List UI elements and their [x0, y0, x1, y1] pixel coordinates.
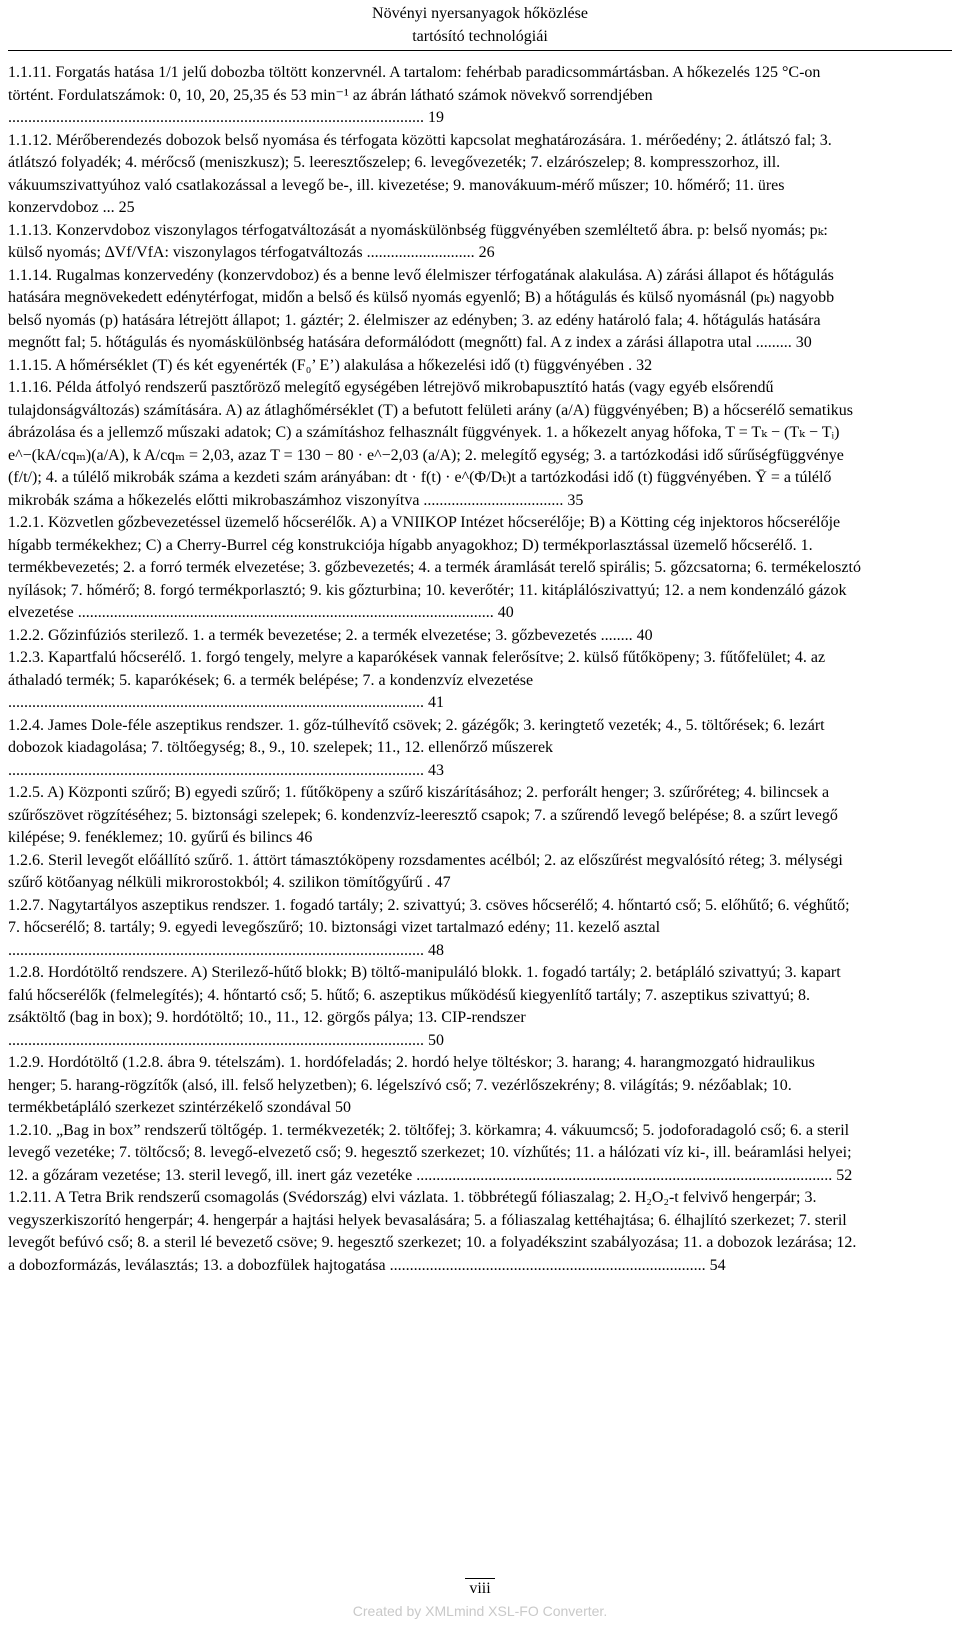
figure-entry[interactable]	[8, 647, 862, 715]
figure-caption: 1.2.2. Gőzinfúziós sterilező. 1. a termék bevezetése; 2. a termék elvezetése; 3. gőzbevezetés ........	[8, 626, 633, 644]
figure-page-number: 35	[563, 491, 584, 509]
figure-entry[interactable]	[8, 1120, 862, 1188]
figure-caption: 1.1.16. Példa átfolyó rendszerű pasztőröző melegítő egységében létrejövő mikrobapusztító hatás (vagy egyéb elsőrendű tulajdonságváltozás) számítására. A) az átlaghőmérséklet (T) a befutott felületi arány (a/A) függvényében; B) a hőcserélő sematikus ábrázolása és a jellemző műszaki adatok; C) a számításhoz felhasznált függvények. 1. a hőkezelt anyag hőfoka, T = Tₖ − (Tₖ − Tᵢ) e^−(kA/cqₘ)(a/A), k A/cqₘ = 2,03, azaz T = 130 − 80 · e^−2,03 (a/A); 2. melegítő egység; 3. a tartózkodási idő sűrűségfüggvénye (f/t/); 4. a túlélő mikrobák száma a kezdeti szám arányában: dt · f(t) · e^(Φ/Dₜ)t a tartózkodási idő (t) függvényében. Ȳ = a túlélő mikrobák száma a hőkezelés előtti mikrobaszámhoz viszonyítva ...................................	[8, 379, 854, 509]
figure-caption: 1.2.7. Nagytartályos aszeptikus rendszer. 1. fogadó tartály; 2. szivattyú; 3. csöves hőcserélő; 4. hőntartó cső; 5. előhűtő; 6. véghűtő; 7. hőcserélő; 8. tartály; 9. egyedi levegőszűrő; 10. biztonsági vizet tartalmazó edény; 11. kezelő asztal ........................................................................................................	[8, 896, 850, 959]
figure-entry[interactable]	[8, 355, 862, 378]
figure-entry[interactable]	[8, 850, 862, 895]
figure-caption: 1.2.1. Közvetlen gőzbevezetéssel üzemelő hőcserélők. A) a VNIIKOP Intézet hőcserélője; B) a Kötting cég injektoros hőcserélője hígabb termékekhez; C) a Cherry-Burrel cég konstrukciója hígabb anyagokhoz; D) termékporlasztással üzemelő hőcserélő. 1. termékbevezetés; 2. a forró termék elvezetése; 3. gőzbevezetés; 4. a termék áramlását terelő spirális; 5. gőzcsatorna; 6. termékelosztó nyílások; 7. hőmérő; 8. forgó termékporlasztó; 9. kis gőzturbina; 10. keverőtér; 11. kitáplálószivattyú; 12. a nem kondenzáló gázok elvezetése ........................................................................................................	[8, 514, 861, 621]
figure-caption: 1.2.5. A) Központi szűrő; B) egyedi szűrő; 1. fűtőköpeny a szűrő kiszárításához; 2. perforált henger; 3. szűrőréteg; 4. bilincsek a szűrőszövet rögzítéséhez; 5. biztonsági szelepek; 6. kondenzvíz-leeresztő csapok; 7. a szűrendő levegő belépése; 8. a szűrt levegő kilépése; 9. fenéklemez; 10. gyűrű és bilincs	[8, 784, 838, 846]
figure-caption: 1.2.6. Steril levegőt előállító szűrő. 1. áttört támasztóköpeny rozsdamentes acélból; 2. az előszűrést megvalósító réteg; 3. mélységi szűrő kötőanyag nélküli mikrorostokból; 4. szilikon tömítőgyűrű .	[8, 851, 843, 891]
figure-entry[interactable]	[8, 62, 862, 130]
figure-page-number: 32	[632, 356, 653, 374]
header-title-line-1: Növényi nyersanyagok hőközlése	[372, 5, 588, 22]
figure-page-number: 40	[632, 626, 653, 644]
figure-page-number: 48	[424, 941, 444, 959]
figure-page-number: 40	[493, 604, 514, 621]
figure-entry[interactable]	[8, 715, 862, 783]
figure-entry[interactable]	[8, 782, 862, 850]
running-header	[0, 2, 960, 48]
figure-caption: 1.2.4. James Dole-féle aszeptikus rendszer. 1. gőz-túlhevítő csövek; 2. gázégők; 3. keringtető vezeték; 4., 5. töltőrések; 6. lezárt dobozok kiadagolása; 7. töltőegység; 8., 9., 10. szelepek; 11., 12. ellenőrző műszerek ........................................................................................................	[8, 716, 825, 779]
figure-page-number: 46	[292, 829, 313, 846]
figure-page-number: 19	[424, 109, 444, 126]
figure-entry[interactable]	[8, 625, 862, 648]
figure-entry[interactable]	[8, 1187, 862, 1277]
header-rule	[8, 50, 952, 51]
list-of-figures	[8, 62, 862, 1277]
figure-caption: 1.1.12. Mérőberendezés dobozok belső nyomása és térfogata közötti kapcsolat meghatározására. 1. mérőedény; 2. átlátszó fal; 3. átlátszó folyadék; 4. mérőcső (meniszkusz); 5. leeresztőszelep; 6. levegővezeték; 7. elzárószelep; 8. kompresszorhoz, ill. vákuumszivattyúhoz való csatlakozással a levegő be-, ill. kivezetése; 9. manovákuum-mérő műszer; 10. hőmérő; 11. üres konzervdoboz ...	[8, 131, 832, 216]
figure-page-number: 54	[705, 1256, 726, 1274]
figure-page-number: 25	[114, 199, 135, 216]
figure-page-number: 52	[832, 1166, 853, 1184]
page-number: viii	[469, 1580, 491, 1597]
footer-rule	[465, 1578, 495, 1579]
figure-entry[interactable]	[8, 220, 862, 265]
figure-entry[interactable]	[8, 265, 862, 355]
figure-caption: 1.1.13. Konzervdoboz viszonylagos térfogatváltozását a nyomáskülönbség függvényében szemléltető ábra. p: belső nyomás; pₖ: külső nyomás; ∆Vf/VfA: viszonylagos térfogatváltozás ...........................	[8, 221, 828, 261]
figure-entry[interactable]	[8, 512, 862, 625]
figure-caption: 1.2.10. „Bag in box” rendszerű töltőgép. 1. termékvezeték; 2. töltőfej; 3. körkamra; 4. vákuumcső; 5. jodoforadagoló cső; 6. a steril levegő vezetéke; 7. töltőcső; 8. levegő-elvezető cső; 9. hegesztő szerkezet; 10. vízhűtés; 11. a hálózati víz ki-, ill. beáramlási helyei; 12. a gőzáram vezetése; 13. steril levegő, ill. inert gáz vezetéke ........................................................................................................	[8, 1121, 852, 1184]
figure-caption: 1.2.9. Hordótöltő (1.2.8. ábra 9. tételszám). 1. hordófeladás; 2. hordó helye töltéskor; 3. harang; 4. harangmozgató hidraulikus henger; 5. harang-rögzítők (alsó, ill. felső helyzetben); 6. légelszívó cső; 7. vezérlőszekrény; 8. világítás; 9. nézőablak; 10. termékbetápláló szerkezet szintérzékelő szondával	[8, 1054, 815, 1116]
figure-page-number: 50	[424, 1031, 444, 1049]
figure-caption: 1.2.11. A Tetra Brik rendszerű csomagolás (Svédország) elvi vázlata. 1. többrétegű fóliaszalag; 2. H₂O₂-t felvivő hengerpár; 3. vegyszerkiszorító hengerpár; 4. hengerpár a hajtási helyek bevasalására; 5. a fóliaszalag kettéhajtása; 6. élhajlító szerkezet; 7. steril levegőt befúvó cső; 8. a steril lé bevezető csöve; 9. hegesztő szerkezet; 10. a folyadékszint szabályozása; 11. a dobozok lezárása; 12. a dobozformázás, leválasztás; 13. a dobozfülek hajtogatása ...............................................................................	[8, 1189, 857, 1274]
figure-page-number: 43	[424, 761, 444, 779]
figure-caption: 1.1.11. Forgatás hatása 1/1 jelű dobozba töltött konzervnél. A tartalom: fehérbab paradicsommártásban. A hőkezelés 125 °C-on történt. Fordulatszámok: 0, 10, 20, 25,35 és 53 min⁻¹ az ábrán látható számok növekvő sorrendjében ........................................................................................................	[8, 64, 821, 126]
figure-page-number: 26	[474, 244, 495, 261]
figure-caption: 1.1.14. Rugalmas konzervedény (konzervdoboz) és a benne levő élelmiszer térfogatának alakulása. A) zárási állapot és hőtágulás hatására megnövekedett edénytérfogat, midőn a belső és külső nyomás egyenlő; B) a hőtágulás és külső nyomásnál (pₖ) nagyobb belső nyomás (p) hatására létrejött állapot; 1. gáztér; 2. élelmiszer az edényben; 3. az edény határoló fala; 4. hőtágulás hatására megnőtt fal; 5. hőtágulás és nyomáskülönbség hatására deformálódott (megnőtt) fal. A z index a zárási állapotra utal .........	[8, 266, 835, 351]
figure-page-number: 50	[330, 1099, 351, 1116]
converter-credit: Created by XMLmind XSL-FO Converter.	[352, 1603, 608, 1619]
figure-entry[interactable]	[8, 130, 862, 220]
figure-caption: 1.1.15. A hőmérséklet (T) és két egyenérték (F₀’ E’) alakulása a hőkezelési idő (t) függvényében .	[8, 356, 633, 374]
header-title-line-2: tartósító technológiái	[412, 28, 548, 45]
figure-page-number: 41	[424, 694, 444, 711]
figure-caption: 1.2.3. Kapartfalú hőcserélő. 1. forgó tengely, melyre a kaparókések vannak felerősítve; 2. külső fűtőköpeny; 3. fűtőfelület; 4. az áthaladó termék; 5. kaparókések; 6. a termék belépése; 7. a kondenzvíz elvezetése ........................................................................................................	[8, 649, 826, 711]
figure-caption: 1.2.8. Hordótöltő rendszere. A) Sterilező-hűtő blokk; B) töltő-manipuláló blokk. 1. fogadó tartály; 2. betápláló szivattyú; 3. kapart falú hőcserélők (felmelegítés); 4. hőntartó cső; 5. hűtő; 6. aszeptikus működésű kiegyenlítő tartály; 7. aszeptikus szivattyú; 8. zsáktöltő (bag in box); 9. hordótöltő; 10., 11., 12. görgős pálya; 13. CIP-rendszer ........................................................................................................	[8, 964, 841, 1049]
figure-entry[interactable]	[8, 962, 862, 1052]
figure-entry[interactable]	[8, 1052, 862, 1120]
figure-page-number: 30	[791, 334, 812, 351]
figure-page-number: 47	[430, 874, 451, 891]
figure-entry[interactable]	[8, 377, 862, 512]
figure-entry[interactable]	[8, 895, 862, 963]
